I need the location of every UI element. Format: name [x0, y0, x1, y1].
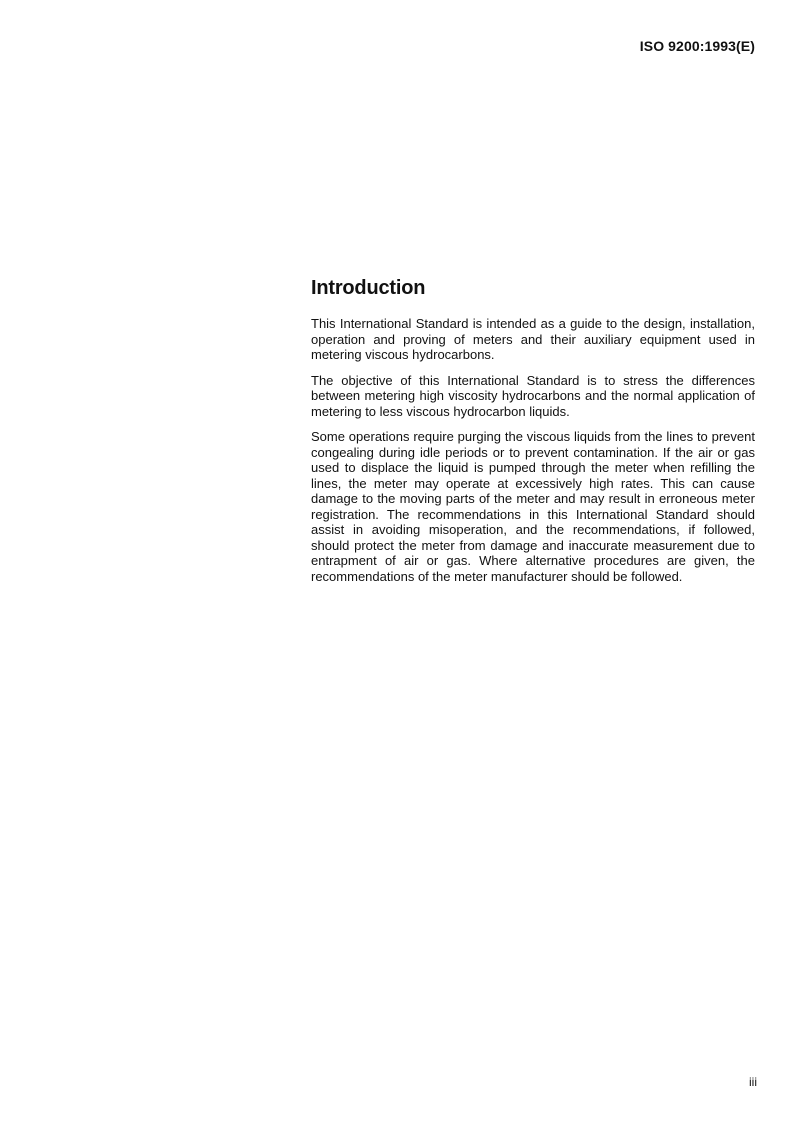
page-number: iii	[749, 1075, 757, 1089]
section-title: Introduction	[311, 277, 426, 299]
paragraph: This International Standard is intended as a guide to the design, installation, operation and proving of meters and their auxiliary equipment used in metering viscous hydrocarbons.	[311, 316, 755, 362]
paragraph: Some operations require purging the viscous liquids from the lines to prevent congealing during idle periods or to prevent contamination. If the air or gas used to displace the liquid is pumped through the meter when refilling the lines, the meter may operate at excessively high rates. This can cause damage to the moving parts of the meter and may result in erroneous meter registration. The recommendations in this International Standard should assist in avoiding misoperation, and the recommendations, if followed, should protect the meter from damage and inaccurate measurement due to entrapment of air or gas. Where alternative procedures are given, the recommendations of the meter manufacturer should be followed.	[311, 429, 755, 584]
paragraph: The objective of this International Standard is to stress the differences between metering high viscosity hydrocarbons and the normal application of metering to less viscous hydrocarbon liquids.	[311, 372, 755, 419]
document-id: ISO 9200:1993(E)	[639, 38, 755, 54]
section-body	[311, 316, 755, 594]
